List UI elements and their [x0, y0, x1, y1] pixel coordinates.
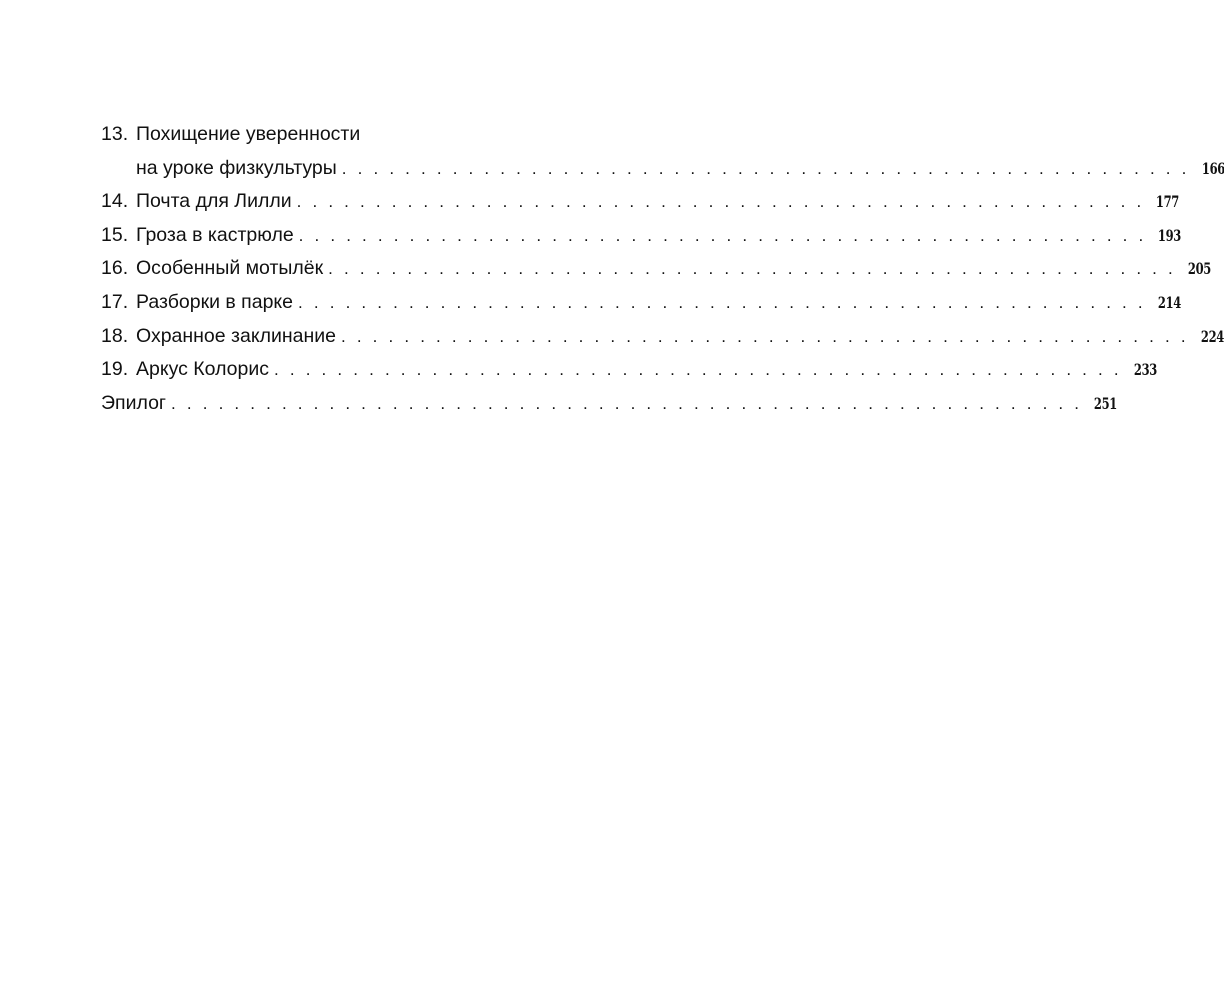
chapter-title: Разборки в парке [136, 290, 294, 313]
toc-entry-16 [101, 252, 1211, 286]
chapter-number: 14. [101, 190, 129, 213]
toc-entry-15 [101, 219, 1182, 253]
chapter-number: 17. [101, 290, 129, 313]
page-number: 205 [1187, 259, 1211, 279]
toc-entry-14 [101, 185, 1180, 219]
chapter-number: 13. [101, 123, 129, 145]
chapter-title: Аркус Колорис [136, 358, 270, 381]
page-number: 193 [1158, 225, 1182, 245]
dot-leader: . . . . . . . . . . . . . . . . . . . . . . . . . . . . . . . . . . . . . . . . . . . . . . . . . . . . . . [341, 158, 1190, 178]
dot-leader: . . . . . . . . . . . . . . . . . . . . . . . . . . . . . . . . . . . . . . . . . . . . . . . . . . . . . . [296, 192, 1145, 212]
dot-leader: . . . . . . . . . . . . . . . . . . . . . . . . . . . . . . . . . . . . . . . . . . . . . . . . . . . . . . [328, 259, 1176, 279]
chapter-number: 19. [101, 358, 129, 381]
toc-entry-13 [101, 118, 543, 152]
toc-entry-epilogue [101, 387, 1118, 421]
dot-leader: . . . . . . . . . . . . . . . . . . . . . . . . . . . . . . . . . . . . . . . . . . . . . . . . . . . . . . [274, 360, 1122, 380]
chapter-number: 16. [101, 257, 129, 280]
page-number: 251 [1094, 393, 1118, 413]
chapter-title: Похищение уверенности [136, 123, 361, 145]
dot-leader: . . . . . . . . . . . . . . . . . . . . . . . . . . . . . . . . . . . . . . . . . . . . . . . . . . . . . . . . . . [171, 393, 1083, 413]
chapter-title: Гроза в кастрюле [136, 223, 294, 246]
toc-entry-13-continuation [101, 152, 1224, 186]
dot-leader: . . . . . . . . . . . . . . . . . . . . . . . . . . . . . . . . . . . . . . . . . . . . . . . . . . . . . . [298, 292, 1146, 312]
toc-entry-18 [101, 320, 1224, 354]
toc-entry-17 [101, 286, 1181, 320]
page-number: 177 [1156, 192, 1180, 212]
chapter-title: Почта для Лилли [136, 190, 292, 213]
dot-leader: . . . . . . . . . . . . . . . . . . . . . . . . . . . . . . . . . . . . . . . . . . . . . . . . . . . . . . [340, 326, 1189, 346]
dot-leader: . . . . . . . . . . . . . . . . . . . . . . . . . . . . . . . . . . . . . . . . . . . . . . . . . . . . . . [298, 225, 1147, 245]
page-number: 214 [1157, 292, 1181, 312]
chapter-title: Охранное заклинание [136, 324, 336, 347]
chapter-title-continuation: на уроке физкультуры [136, 156, 337, 179]
toc-entry-19 [101, 353, 1157, 387]
chapter-number: 18. [101, 324, 129, 347]
page-number: 224 [1200, 326, 1224, 346]
epilogue-title: Эпилог [101, 391, 167, 414]
page-number: 233 [1133, 360, 1157, 380]
table-of-contents [101, 118, 1224, 420]
chapter-number: 15. [101, 223, 129, 246]
page-number: 166 [1201, 158, 1224, 178]
chapter-title: Особенный мотылёк [136, 257, 324, 280]
